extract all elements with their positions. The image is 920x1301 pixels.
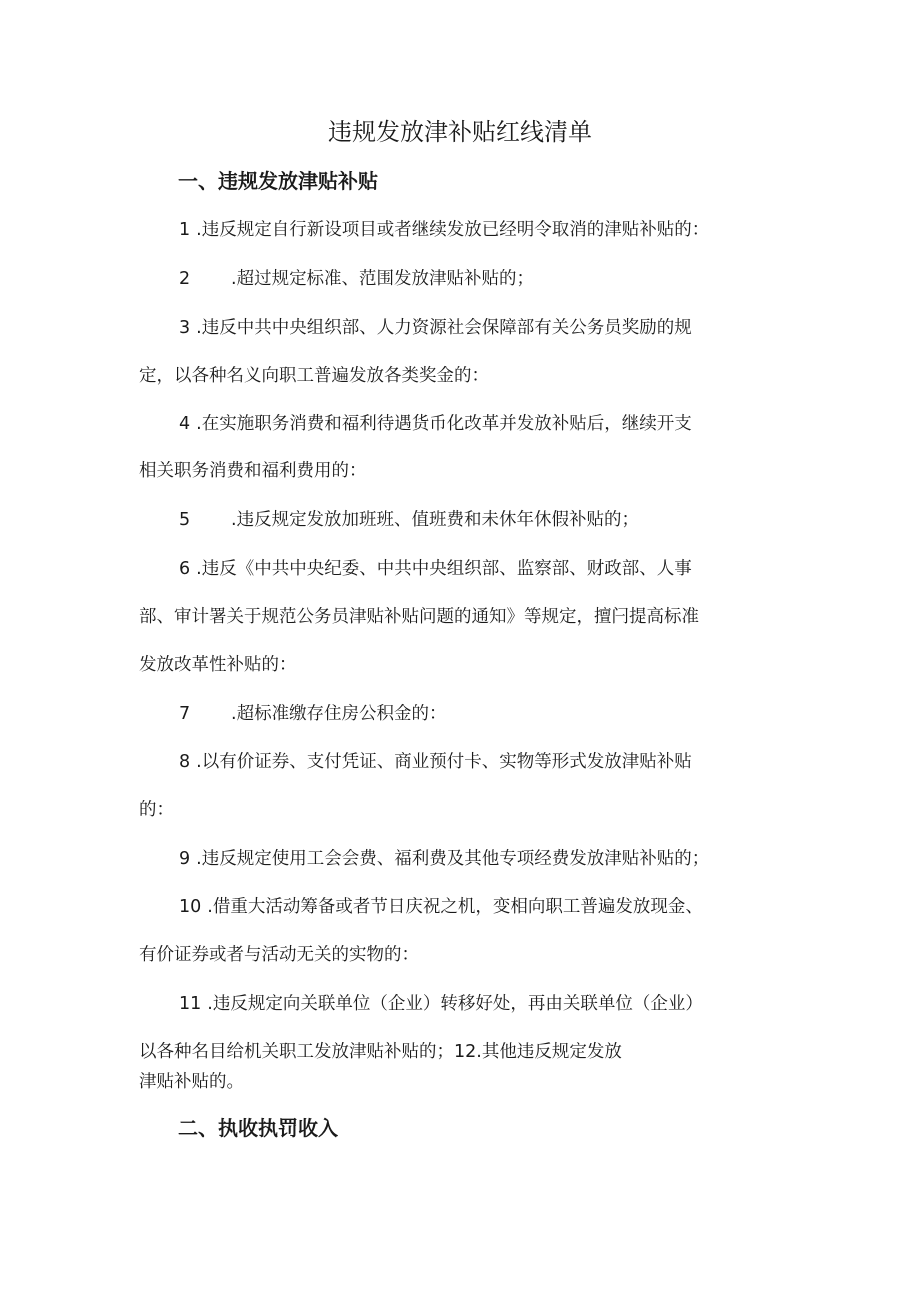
list-item-10 <box>179 893 829 921</box>
item-number: 4 <box>179 414 191 434</box>
list-item-4 <box>179 410 829 438</box>
item-number: 1 <box>179 220 191 240</box>
item-number: 7 <box>179 704 191 724</box>
list-item-4-continuation: 相关职务消费和福利费用的： <box>139 461 367 481</box>
item-number: 6 <box>179 559 191 579</box>
item-number: 9 <box>179 849 191 869</box>
list-item-9 <box>179 845 829 873</box>
list-item-6-continuation: 发放改革性补贴的： <box>139 655 297 675</box>
list-item-3 <box>179 314 829 342</box>
list-item-8-continuation: 的： <box>139 800 174 820</box>
item-text: .违反规定向关联单位（企业）转移好处，再由关联单位（企业） <box>207 994 703 1014</box>
item-text: .超标准缴存住房公积金的： <box>231 704 447 724</box>
list-item-5 <box>179 506 829 534</box>
item-text: .超过规定标准、范围发放津贴补贴的； <box>231 269 535 289</box>
item-text: .违反规定自行新设项目或者继续发放已经明令取消的津贴补贴的： <box>196 220 710 240</box>
list-item-10-continuation: 有价证券或者与活动无关的实物的： <box>139 945 419 965</box>
item-text: .借重大活动筹备或者节日庆祝之机，变相向职工普遍发放现金、 <box>207 897 703 917</box>
item-text: .违反规定使用工会会费、福利费及其他专项经费发放津贴补贴的； <box>196 849 710 869</box>
list-item-8 <box>179 748 829 776</box>
section-heading-1: 一、违规发放津贴补贴 <box>178 169 378 193</box>
list-item-11-continuation: 以各种名目给机关职工发放津贴补贴的；12.其他违反规定发放 <box>139 1042 622 1062</box>
item-number: 10 <box>179 897 202 917</box>
item-text: .违反中共中央组织部、人力资源社会保障部有关公务员奖励的规 <box>196 318 692 338</box>
item-number: 3 <box>179 318 191 338</box>
item-number: 11 <box>179 994 202 1014</box>
item-text: .在实施职务消费和福利待遇货币化改革并发放补贴后，继续开支 <box>196 414 692 434</box>
item-number: 5 <box>179 510 191 530</box>
list-item-3-continuation: 定，以各种名义向职工普遍发放各类奖金的： <box>139 366 489 386</box>
list-item-11 <box>179 990 829 1018</box>
item-number: 2 <box>179 269 191 289</box>
list-item-1 <box>179 216 829 244</box>
section-heading-2: 二、执收执罚收入 <box>178 1116 338 1140</box>
item-text: .违反《中共中央纪委、中共中央组织部、监察部、财政部、人事 <box>196 559 692 579</box>
item-text: .以有价证券、支付凭证、商业预付卡、实物等形式发放津贴补贴 <box>196 752 692 772</box>
item-number: 8 <box>179 752 191 772</box>
list-item-7 <box>179 700 829 728</box>
document-title: 违规发放津补贴红线清单 <box>328 118 592 146</box>
list-item-6-continuation: 部、审计署关于规范公务员津贴补贴问题的通知》等规定，擅闩提高标准 <box>139 607 699 627</box>
list-item-6 <box>179 555 829 583</box>
list-item-11-continuation: 津贴补贴的。 <box>139 1072 244 1092</box>
item-text: .违反规定发放加班班、值班费和未休年休假补贴的； <box>231 510 640 530</box>
list-item-2 <box>179 265 829 293</box>
